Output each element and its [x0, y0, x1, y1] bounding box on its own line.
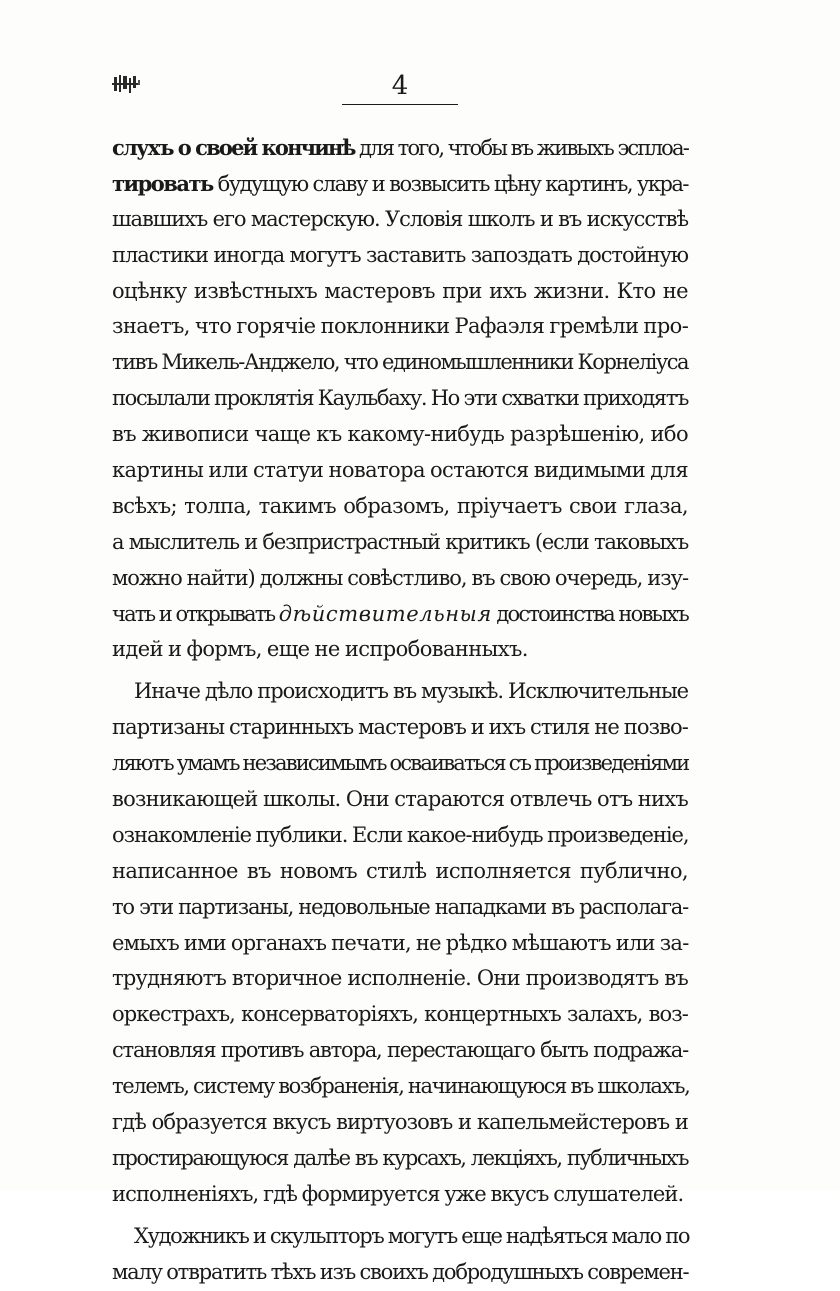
italic-word: дѣйствительныя [278, 601, 492, 626]
text-line: написанное въ новомъ стилѣ исполняется публично, [112, 858, 688, 883]
text-line: а мыслитель и безпристрастный критикъ (если таковыхъ [112, 529, 688, 554]
text-line: возникающей школы. Они стараются отвлечь отъ нихъ [112, 787, 688, 812]
paragraph-2 [112, 674, 688, 1212]
text-line [112, 597, 688, 633]
text-line: можно найти) должны совѣстливо, въ свою очередь, изу- [112, 565, 688, 590]
printer-mark-icon [112, 74, 142, 96]
text-line: Художникъ и скульпторъ могутъ еще надѣяться мало по [134, 1223, 690, 1248]
line-text: будущую славу и возвысить цѣну картинъ, укра- [212, 171, 688, 196]
text-line: партизаны старинныхъ мастеровъ и ихъ стиля не позво- [112, 715, 688, 740]
text-line: гдѣ образуется вкусъ виртуозовъ и капельмейстеровъ и [112, 1110, 688, 1135]
text-line: посылали проклятія Каульбаху. Но эти схватки приходятъ [112, 386, 688, 411]
text-line: Иначе дѣло происходитъ въ музыкѣ. Исключительные [134, 679, 688, 704]
text-line: пластики иногда могутъ заставить запоздать достойную [112, 242, 688, 267]
line-text-after: достоинства новыхъ [491, 601, 688, 626]
line-text: для того, чтобы въ живыхъ эсплоа- [354, 136, 688, 160]
text-line: въ живописи чаще къ какому-нибудь разрѣшенію, ибо [112, 422, 688, 447]
text-line: тивъ Микель-Анджело, что единомышленники Корнеліуса [112, 350, 688, 375]
text-line [112, 130, 688, 166]
text-line: емыхъ ими органахъ печати, не рѣдко мѣшаютъ или за- [112, 930, 689, 955]
text-line: идей и формъ, еще не испробованныхъ. [112, 637, 528, 662]
text-line: то эти партизаны, недовольные нападками въ располага- [112, 894, 688, 919]
text-line: трудняютъ вторичное исполненіе. Они производятъ въ [112, 966, 688, 991]
text-line: телемъ, систему возбраненія, начинающуюся въ школахъ, [112, 1074, 690, 1099]
paragraph-3 [112, 1219, 688, 1291]
text-line: ляютъ умамъ независимымъ осваиваться съ произведеніями [112, 751, 689, 776]
text-line: становляя противъ автора, перестающаго быть подража- [112, 1038, 688, 1063]
text-line: картины или статуи новатора остаются видимыми для [112, 458, 688, 483]
body-text [112, 130, 688, 1291]
text-line: оцѣнку извѣстныхъ мастеровъ при ихъ жизни. Кто не [112, 278, 688, 303]
paragraph-1 [112, 130, 688, 668]
text-line: малу отвратить тѣхъ изъ своихъ добродушныхъ современ- [112, 1259, 689, 1284]
text-line: знаетъ, что горячіе поклонники Рафаэля гремѣли про- [112, 314, 689, 339]
text-line [112, 166, 688, 202]
bold-phrase: тировать [112, 170, 213, 196]
text-line: оркестрахъ, консерваторіяхъ, концертныхъ залахъ, воз- [112, 1002, 688, 1027]
text-line: всѣхъ; толпа, такимъ образомъ, пріучаетъ свои глаза, [112, 493, 688, 518]
page-number: 4 [391, 71, 409, 101]
line-text-before: чать и открывать [112, 601, 279, 626]
text-line: простирающуюся далѣе въ курсахъ, лекціяхъ, публичныхъ [112, 1145, 688, 1170]
text-line: исполненіяхъ, гдѣ формируется уже вкусъ слушателей. [112, 1181, 684, 1206]
bold-phrase: слухъ о своей кончинѣ [112, 135, 355, 160]
text-line: шавшихъ его мастерскую. Условія школъ и въ искусствѣ [112, 206, 688, 231]
header-rule [342, 104, 458, 105]
text-line: ознакомленіе публики. Если какое-нибудь произведеніе, [112, 822, 689, 847]
